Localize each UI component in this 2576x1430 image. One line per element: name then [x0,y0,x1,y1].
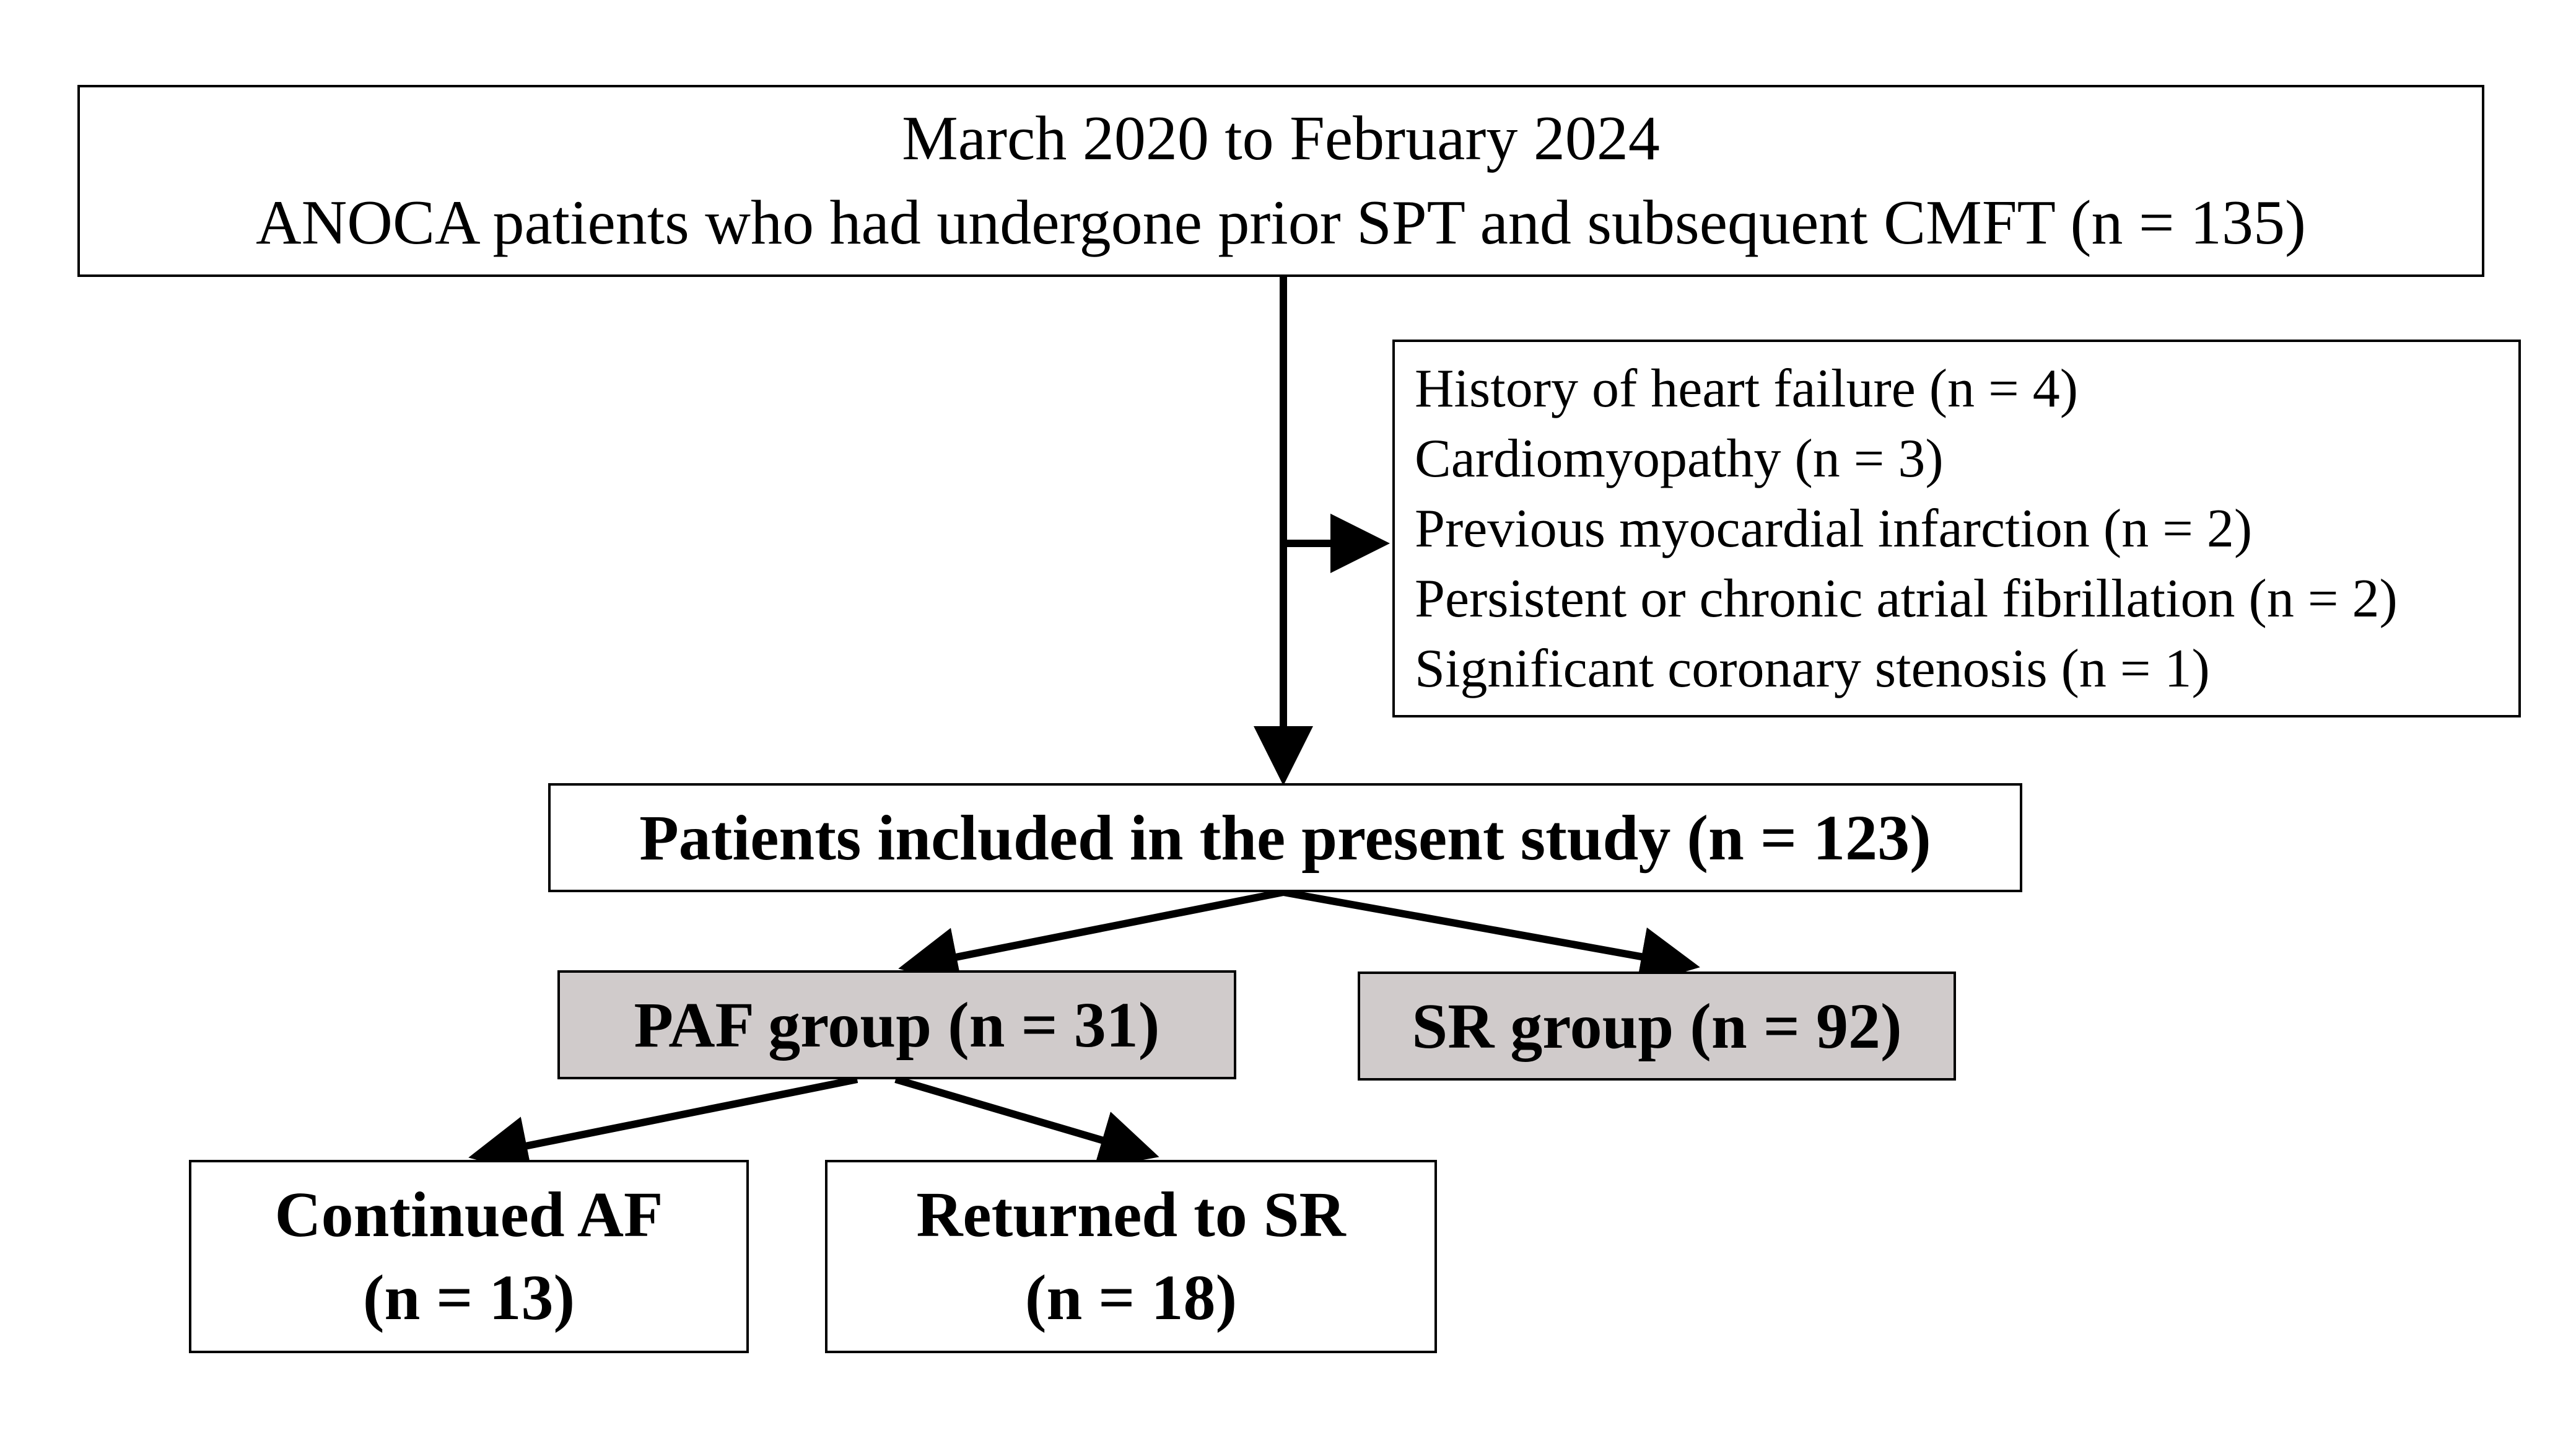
exclusion-item: Persistent or chronic atrial fibrillation (n = 2) [1415,568,2398,629]
continued-af-box [189,1160,749,1353]
paf-to-returned-arrow [896,1079,1152,1155]
included-to-paf-arrow [906,892,1283,967]
exclusion-item: History of heart failure (n = 4) [1415,358,2079,419]
paf-group-box [557,970,1236,1079]
returned-sr-box [825,1160,1437,1353]
paf-group-text: PAF group (n = 31) [634,989,1160,1061]
sr-group-text: SR group (n = 92) [1412,990,1902,1062]
included-to-sr-arrow [1283,892,1693,966]
included-patients-text: Patients included in the present study (n = 123) [639,802,1931,874]
study-period-text: March 2020 to February 2024 [902,103,1660,173]
initial-cohort-text: ANOCA patients who had undergone prior SPT and subsequent CMFT (n = 135) [255,188,2307,258]
continued-af-count: (n = 13) [362,1262,575,1333]
study-period-box [77,85,2484,277]
exclusion-item: Previous myocardial infarction (n = 2) [1415,498,2253,559]
exclusion-criteria-box [1392,340,2521,717]
included-patients-box [548,783,2022,892]
exclusion-item: Cardiomyopathy (n = 3) [1415,428,1944,489]
paf-to-continued-arrow [476,1079,857,1156]
continued-af-label: Continued AF [274,1179,663,1250]
sr-group-box [1358,972,1956,1081]
returned-sr-label: Returned to SR [916,1179,1346,1250]
exclusion-item: Significant coronary stenosis (n = 1) [1415,638,2210,699]
returned-sr-count: (n = 18) [1024,1262,1238,1333]
